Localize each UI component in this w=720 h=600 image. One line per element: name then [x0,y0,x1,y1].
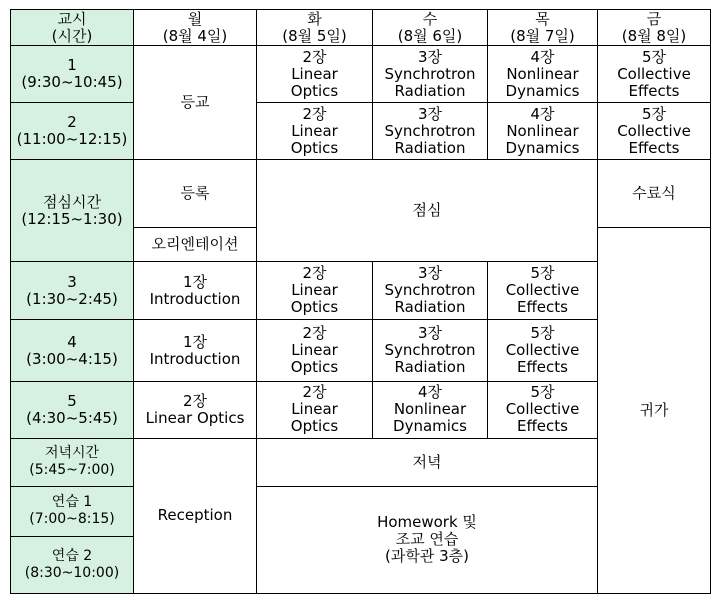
period-time: (7:00~8:15) [29,511,115,528]
chapter-number: 4장 [417,383,443,402]
chapter-title-line: Linear Optics [145,408,245,427]
cell-tue-p3 [257,262,373,320]
header-day-fri [598,10,711,46]
chapter-title-line: Effects [517,298,568,317]
chapter-number: 5장 [530,264,555,283]
chapter-number: 1장 [182,272,208,291]
header-row [11,10,711,46]
period-number: 연습 1 [51,494,93,511]
chapter-title-line: Optics [290,358,339,377]
period-number: 2 [67,113,77,132]
chapter-title-line: Radiation [394,138,466,157]
header-period-subtitle: (시간) [51,26,93,45]
chapter-title-line: Nonlinear [506,64,579,83]
period-time: (3:00~4:15) [26,349,118,368]
cell-wed-p1 [373,46,488,103]
chapter-number: 4장 [530,47,555,66]
chapter-title-line: Optics [290,298,339,317]
chapter-number: 5장 [641,104,667,123]
cell-fri-closing [598,160,711,228]
chapter-title-line: Synchrotron [384,341,476,360]
header-day-thu [488,10,598,46]
day-date: (8월 4일) [162,26,228,45]
chapter-title-line: Collective [617,64,691,83]
period-cell-3 [11,262,134,320]
cell-tue-p2 [257,103,373,160]
cell-lunch [257,160,598,262]
cell-thu-p4 [488,320,598,381]
row-lunch-a [11,160,711,228]
chapter-title-line: Synchrotron [384,64,476,83]
period-number: 3 [67,272,77,291]
period-cell-exercise-2 [11,536,134,593]
chapter-title-line: Linear [291,341,338,360]
chapter-title-line: Dynamics [393,417,467,436]
cell-text: 수료식 [632,184,676,203]
cell-fri-return [598,228,711,594]
period-cell-5 [11,381,134,438]
day-name: 금 [646,9,662,28]
cell-wed-p5 [373,381,488,438]
cell-mon-p5 [134,381,257,438]
period-time: (12:15~1:30) [21,209,123,228]
chapter-number: 2장 [302,264,327,283]
chapter-number: 2장 [182,391,208,410]
cell-text-line: 조교 연습 [395,530,459,549]
cell-mon-arrival [134,46,257,160]
cell-text: 점심 [412,201,442,220]
day-name: 화 [307,9,322,28]
period-time: (1:30~2:45) [26,289,118,308]
cell-text: 귀가 [639,401,669,420]
cell-text: Reception [157,506,233,525]
chapter-title-line: Linear [291,281,338,300]
chapter-title-line: Radiation [394,81,466,100]
period-time: (8:30~10:00) [24,564,120,581]
period-number: 4 [67,332,77,351]
cell-tue-p4 [257,320,373,381]
period-time: (11:00~12:15) [16,130,128,149]
chapter-title-line: Effects [517,358,568,377]
chapter-number: 3장 [417,324,443,343]
header-period-title: 교시 [57,9,87,28]
cell-wed-p3 [373,262,488,320]
cell-thu-p1 [488,46,598,103]
day-date: (8월 5일) [282,26,347,45]
cell-tue-p1 [257,46,373,103]
chapter-title-line: Effects [628,138,680,157]
chapter-title-line: Optics [290,138,339,157]
period-time: (4:30~5:45) [26,408,118,427]
chapter-title-line: Linear [291,400,338,419]
period-number: 저녁시간 [44,445,100,462]
day-date: (8월 8일) [621,26,687,45]
chapter-number: 2장 [302,104,327,123]
period-number: 5 [67,391,77,410]
day-date: (8월 7일) [510,26,575,45]
chapter-title-line: Introduction [149,349,241,368]
period-cell-4 [11,320,134,381]
period-number: 점심시간 [43,192,101,211]
period-cell-2 [11,103,134,160]
cell-thu-p2 [488,103,598,160]
period-cell-dinner [11,438,134,486]
chapter-title-line: Linear [291,121,338,140]
chapter-title-line: Collective [505,341,580,360]
chapter-title-line: Collective [505,281,580,300]
cell-mon-orientation [134,228,257,262]
chapter-number: 2장 [302,324,327,343]
chapter-number: 3장 [417,264,443,283]
chapter-number: 5장 [530,383,555,402]
period-cell-1 [11,46,134,103]
chapter-title-line: Optics [290,81,339,100]
cell-text: 오리엔테이션 [151,235,239,254]
header-day-wed [373,10,488,46]
period-number: 1 [67,56,77,75]
cell-fri-p1 [598,46,711,103]
chapter-title-line: Dynamics [505,81,580,100]
chapter-number: 1장 [182,332,208,351]
cell-thu-p3 [488,262,598,320]
chapter-title-line: Nonlinear [506,121,579,140]
chapter-number: 3장 [417,47,443,66]
chapter-title-line: Radiation [394,298,466,317]
cell-mon-p3 [134,262,257,320]
period-cell-lunch [11,160,134,262]
period-number: 연습 2 [51,547,93,564]
period-time: (5:45~7:00) [29,462,115,479]
chapter-number: 2장 [302,47,327,66]
cell-wed-p4 [373,320,488,381]
cell-text: 등교 [180,93,210,112]
chapter-title-line: Optics [290,417,339,436]
cell-text: 등록 [180,184,210,203]
period-cell-exercise-1 [11,486,134,536]
cell-text: 저녁 [412,452,442,471]
chapter-title-line: Synchrotron [384,121,476,140]
cell-dinner [257,438,598,486]
chapter-title-line: Collective [617,121,691,140]
chapter-title-line: Dynamics [505,138,580,157]
chapter-number: 4장 [530,104,555,123]
chapter-number: 2장 [302,383,327,402]
chapter-title-line: Radiation [394,358,466,377]
cell-text-line: (과학관 3층) [385,547,469,566]
cell-tue-p5 [257,381,373,438]
chapter-title-line: Introduction [149,289,241,308]
day-date: (8월 6일) [397,26,463,45]
header-day-tue [257,10,373,46]
cell-text-line: Homework 및 [377,513,477,532]
chapter-title-line: Linear [291,64,338,83]
header-day-mon [134,10,257,46]
cell-fri-p2 [598,103,711,160]
chapter-title-line: Effects [628,81,680,100]
period-time: (9:30~10:45) [21,73,123,92]
chapter-title-line: Collective [505,400,580,419]
cell-homework [257,486,598,593]
chapter-number: 5장 [530,324,555,343]
day-name: 월 [187,9,203,28]
row-period-2 [11,103,711,160]
day-name: 수 [422,9,438,28]
cell-mon-reception [134,438,257,593]
chapter-title-line: Effects [517,417,568,436]
cell-mon-p4 [134,320,257,381]
schedule-table [10,9,711,594]
day-name: 목 [535,9,550,28]
chapter-number: 5장 [641,47,667,66]
header-period [11,10,134,46]
chapter-title-line: Nonlinear [393,400,467,419]
cell-thu-p5 [488,381,598,438]
chapter-title-line: Synchrotron [384,281,476,300]
chapter-number: 3장 [417,104,443,123]
row-period-1 [11,46,711,103]
cell-wed-p2 [373,103,488,160]
cell-mon-registration [134,160,257,228]
